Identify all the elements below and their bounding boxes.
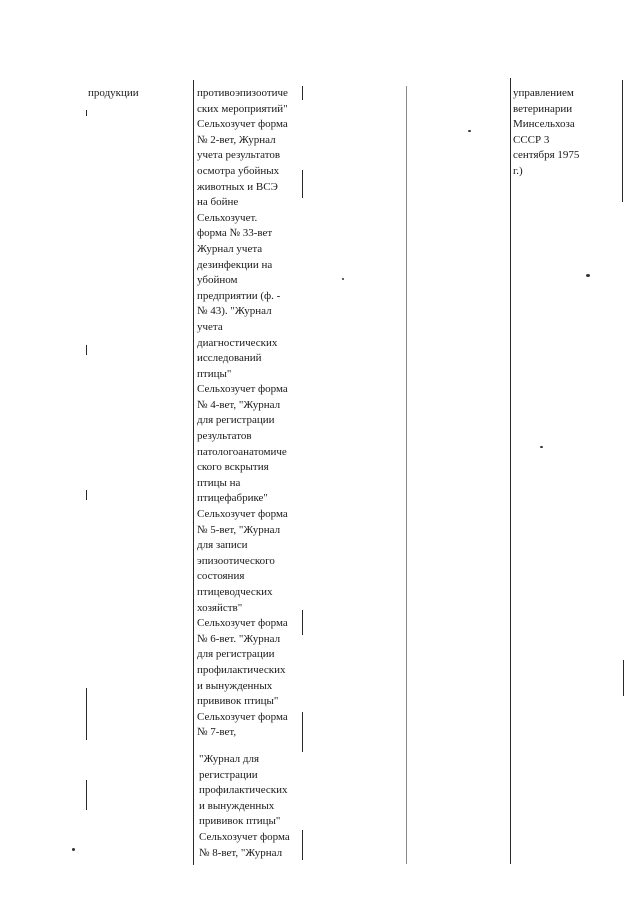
scan-speck — [468, 130, 471, 132]
scan-speck — [586, 274, 590, 277]
text-line: исследований — [197, 352, 262, 365]
column-divider — [193, 80, 194, 865]
text-line: противоэпизоотиче — [197, 87, 288, 99]
text-line: предприятии (ф. - — [197, 289, 281, 302]
table-border-left — [86, 345, 87, 355]
text-line: для регистрации — [197, 414, 275, 427]
text-line: Сельхозучет форма — [197, 118, 288, 131]
text-line: птицефабрике" — [197, 492, 268, 505]
text-line: регистрации — [199, 768, 258, 781]
text-line: Сельхозучет форма — [197, 383, 288, 396]
column-divider — [302, 830, 303, 860]
text-line: убойном — [197, 274, 238, 287]
column-divider — [302, 170, 303, 198]
text-line: Сельхозучет. — [197, 211, 258, 224]
text-line: профилактических — [199, 784, 288, 797]
table-border-right — [623, 660, 624, 696]
text-line: № 43). "Журнал — [197, 305, 272, 318]
scan-speck — [72, 848, 75, 851]
text-line: птицеводческих — [197, 586, 273, 598]
column-divider — [302, 86, 303, 100]
table-cell-product: продукции — [88, 87, 139, 99]
table-cell-approval — [513, 86, 579, 180]
text-line: управлением — [513, 87, 574, 99]
text-line: животных и ВСЭ — [197, 180, 278, 193]
text-line: форма № 33-вет — [197, 227, 273, 240]
text-line: Минсельхоза — [513, 118, 575, 131]
table-cell-journals — [197, 86, 288, 741]
text-line: для регистрации — [197, 648, 275, 661]
table-border-left — [86, 780, 87, 810]
text-line: ских мероприятий" — [197, 102, 288, 115]
text-line: птицы на — [197, 476, 241, 489]
text-line: ветеринарии — [513, 102, 573, 115]
text-line: № 5-вет, "Журнал — [197, 523, 281, 536]
text-line: и вынужденных — [199, 799, 275, 812]
text-line: Сельхозучет форма — [197, 617, 288, 630]
text-line: птицы" — [197, 367, 232, 380]
text-line: дезинфекции на — [197, 258, 273, 271]
text-line: № 6-вет. "Журнал — [197, 632, 281, 645]
table-border-left — [86, 110, 87, 116]
table-cell-journals-continued — [199, 752, 290, 861]
text-line: Журнал учета — [197, 242, 263, 255]
table-border-left — [86, 688, 87, 740]
text-line: патологоанатомиче — [197, 445, 287, 458]
text-line: сентября 1975 — [513, 149, 580, 162]
text-line: ского вскрытия — [197, 461, 269, 474]
text-line: прививок птицы" — [199, 815, 281, 828]
text-line: хозяйств" — [197, 601, 243, 614]
text-line: Сельхозучет форма — [199, 830, 290, 843]
column-divider — [510, 78, 511, 864]
text-line: "Журнал для — [199, 753, 260, 765]
text-line: № 2-вет, Журнал — [197, 133, 276, 146]
text-line: учета — [197, 320, 223, 333]
text-line: эпизоотического — [197, 554, 275, 567]
text-line: и вынужденных — [197, 679, 273, 692]
text-line: СССР 3 — [513, 133, 550, 146]
text-line: учета результатов — [197, 149, 281, 162]
text-line: профилактических — [197, 663, 286, 676]
text-line: результатов — [197, 430, 252, 443]
text-line: прививок птицы" — [197, 695, 279, 708]
text-line: г.) — [513, 164, 523, 177]
column-divider — [302, 610, 303, 635]
text-line: осмотра убойных — [197, 164, 280, 177]
scan-speck — [342, 278, 344, 280]
column-divider — [302, 712, 303, 752]
text-line: для записи — [197, 539, 248, 552]
column-divider — [406, 86, 407, 864]
text-line: Сельхозучет форма — [197, 710, 288, 723]
scan-speck — [540, 446, 543, 448]
text-line: № 7-вет, — [197, 726, 237, 739]
text-line: состояния — [197, 570, 245, 583]
text-line: № 8-вет, "Журнал — [199, 846, 283, 859]
text-line: № 4-вет, "Журнал — [197, 398, 281, 411]
text-line: Сельхозучет форма — [197, 508, 288, 521]
table-border-right — [622, 80, 623, 202]
text-line: на бойне — [197, 196, 239, 209]
text-line: диагностических — [197, 336, 278, 349]
table-border-left — [86, 490, 87, 500]
